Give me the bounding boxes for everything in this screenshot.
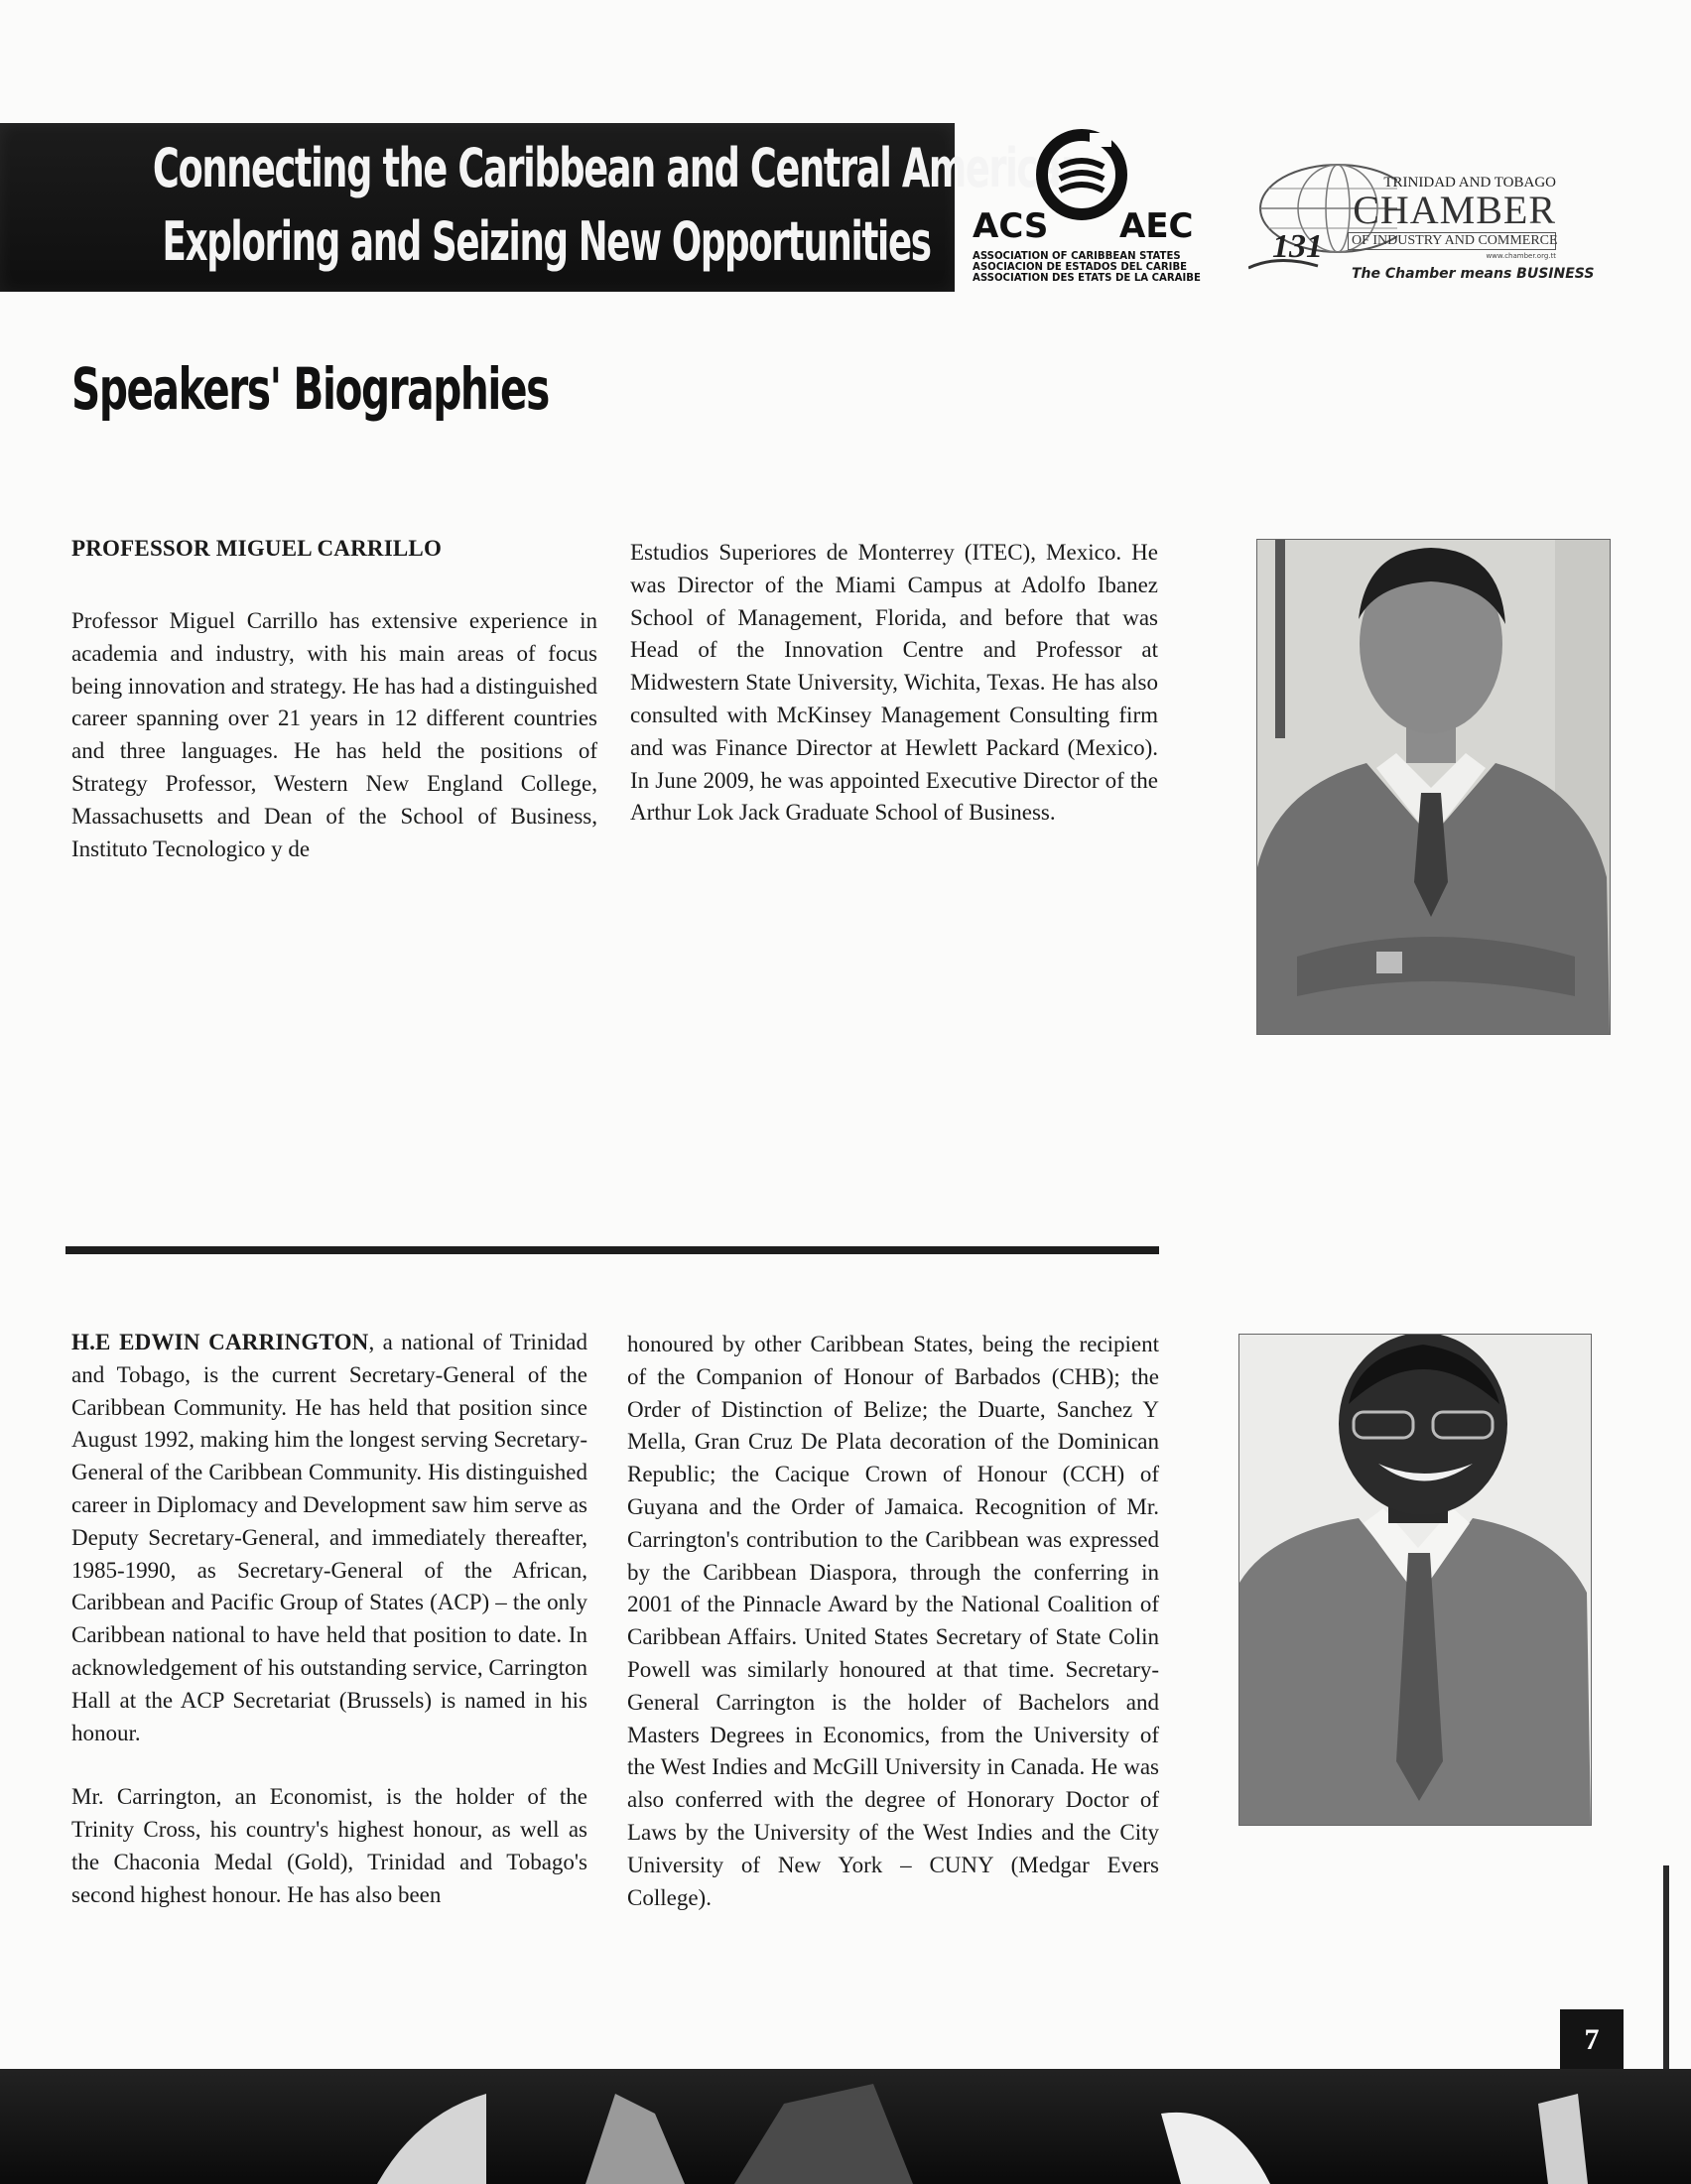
speaker-heading-carrington: H.E EDWIN CARRINGTON (71, 1330, 369, 1354)
bio-carrillo-column-2 (630, 537, 1158, 830)
bio-carrillo-paragraph-1: Professor Miguel Carrillo has extensive experience in academia and industry, with his main areas of focus being innovation and strategy. He has had a distinguished career spanning over 21 years in 12 different countries and three languages. He has held the positions of Strategy Professor, Western New England College, Massachusetts and Dean of the School of Business, Instituto Tecnologico y de (71, 608, 597, 861)
bio-carrillo-column-1 (71, 605, 597, 865)
acs-logo-subtitle-english: ASSOCIATION OF CARIBBEAN STATES (973, 249, 1181, 262)
banner-title-line-1: Connecting the Caribbean and Central America: (152, 137, 1074, 199)
chamber-logo-subtitle: OF INDUSTRY AND COMMERCE (1348, 232, 1556, 250)
chamber-logo-name: CHAMBER (1353, 188, 1556, 232)
bio-carrillo-paragraph-2: Estudios Superiores de Monterrey (ITEC), Mexico. He was Director of the Miami Campus at Adolfo Ibanez School of Management, Florida, and before that was Head of the Innovation Centre and Professor at Midwestern State University, Wichita, Texas. He has also consulted with McKinsey Management Consulting firm and was Finance Director at Hewlett Packard (Mexico). In June 2009, he was appointed Executive Director of the Arthur Lok Jack Graduate School of Business. (630, 540, 1158, 826)
chamber-logo-anniversary: 131 (1272, 228, 1323, 265)
acs-logo-subtitle-french: ASSOCIATION DES ETATS DE LA CARAIBE (973, 271, 1201, 284)
page-edge-bar (1663, 1865, 1669, 2084)
footer-collage-image (357, 2074, 1667, 2184)
chamber-logo-website: www.chamber.org.tt (1486, 252, 1556, 260)
acs-logo-left-word: ACS (973, 206, 1049, 246)
bio-carrington-column-2 (627, 1329, 1159, 1914)
speaker-heading-carrillo: PROFESSOR MIGUEL CARRILLO (71, 536, 443, 561)
bio-carrington-paragraph-1-text: , a national of Trinidad and Tobago, is the current Secretary-General of the Caribbean Community. He has held that position since August 1992, making him the longest serving Secretary-General of the Caribbean Community. His distinguished career in Diplomacy and Development saw him serve as Deputy Secretary-General, and immediately thereafter, 1985-1990, as Secretary-General of the African, Caribbean and Pacific Group of States (ACP) – the only Caribbean national to have held that position to date. In acknowledgement of his outstanding service, Carrington Hall at the ACP Secretariat (Brussels) is named in his honour. (71, 1330, 587, 1745)
section-divider (65, 1246, 1159, 1254)
bio-carrington-paragraph-1 (71, 1327, 587, 1749)
acs-logo (973, 127, 1201, 286)
speaker-photo-carrington (1238, 1334, 1592, 1826)
chamber-logo (1231, 149, 1595, 288)
acs-logo-subtitle-spanish: ASOCIACION DE ESTADOS DEL CARIBE (973, 260, 1188, 273)
bio-carrington-paragraph-3: honoured by other Caribbean States, being the recipient of the Companion of Honour of Barbados (CHB); the Order of Distinction of Belize; the Duarte, Sanchez Y Mella, Gran Cruz De Plata decoration of the Dominican Republic; the Cacique Crown of Honour (CCH) of Guyana and the Order of Jamaica. Recognition of Mr. Carrington's contribution to the Caribbean was expressed by the Caribbean Diaspora, through the conferring in 2001 of the Pinnacle Award by the National Coalition of Caribbean Affairs. United States Secretary of State Colin Powell was similarly honoured at that time. Secretary-General Carrington is the holder of Bachelors and Masters Degrees in Economics, from the University of the West Indies and McGill University in Canada. He was also conferred with the degree of Honorary Doctor of Laws by the University of the West Indies and the City University of New York – CUNY (Medgar Evers College). (627, 1332, 1159, 1910)
banner-title-line-2: Exploring and Seizing New Opportunities (162, 210, 931, 273)
page-number: 7 (1560, 2009, 1624, 2071)
chamber-logo-tagline: The Chamber means BUSINESS (1352, 266, 1595, 282)
bio-carrington-column-1 (71, 1327, 587, 1912)
page-title: Speakers' Biographies (71, 355, 549, 423)
speaker-photo-carrillo (1256, 539, 1611, 1035)
chamber-logo-country: TRINIDAD AND TOBAGO (1383, 175, 1556, 191)
acs-logo-right-word: AEC (1119, 206, 1194, 246)
portrait-carrillo-image (1257, 540, 1610, 1034)
bio-carrington-paragraph-2: Mr. Carrington, an Economist, is the holder of the Trinity Cross, his country's highest honour, as well as the Chaconia Medal (Gold), Trinidad and Tobago's second highest honour. He has also been (71, 1784, 587, 1907)
portrait-carrington-image (1239, 1335, 1591, 1825)
